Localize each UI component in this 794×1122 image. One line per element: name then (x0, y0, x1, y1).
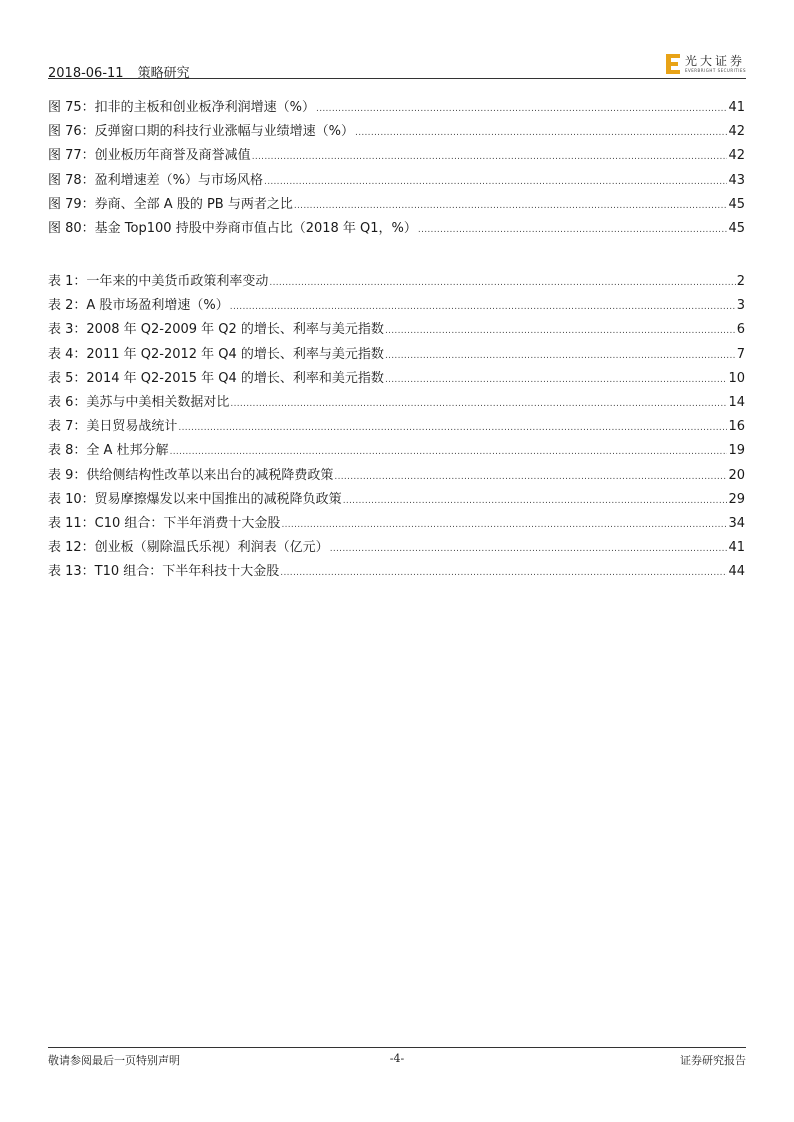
toc-entry-page: 45 (728, 196, 745, 212)
toc-leader-dots (316, 104, 727, 114)
toc-entry-page: 41 (728, 100, 745, 115)
table-toc-entry[interactable] (48, 294, 745, 318)
toc-entry-label: 表 3：2008 年 Q2-2009 年 Q2 的增长、利率与美元指数 (48, 322, 384, 338)
toc-leader-dots (334, 472, 727, 482)
toc-entry-label: 表 5：2014 年 Q2-2015 年 Q4 的增长、利率和美元指数 (48, 370, 384, 386)
everbright-logo-icon (665, 53, 681, 75)
toc-entry-label: 表 1：一年来的中美货币政策利率变动 (48, 274, 269, 289)
page-header (48, 52, 746, 80)
toc-leader-dots (264, 177, 727, 187)
table-toc-entry[interactable] (48, 367, 745, 391)
toc-entry-page: 6 (736, 322, 745, 338)
logo-en-text: EVERBRIGHT SECURITIES (684, 67, 746, 73)
toc-entry-label: 图 78：盈利增速差（%）与市场风格 (48, 172, 264, 188)
toc-entry-label: 图 75：扣非的主板和创业板净利润增速（%） (48, 100, 316, 115)
toc-entry-page: 19 (728, 443, 745, 459)
toc-entry-label: 表 7：美日贸易战统计 (48, 419, 178, 435)
toc-entry-label: 图 77：创业板历年商誉及商誉减值 (48, 148, 251, 164)
toc-leader-dots (178, 423, 727, 433)
toc-entry-label: 表 8：全 A 杜邦分解 (48, 443, 169, 459)
toc-entry-label: 图 80：基金 Top100 持股中券商市值占比（2018 年 Q1，%） (48, 220, 417, 236)
toc-entry-page: 20 (728, 467, 745, 483)
toc-entry-page: 10 (728, 370, 745, 386)
toc-leader-dots (252, 152, 728, 162)
toc-leader-dots (385, 351, 736, 361)
toc-entry-page: 42 (728, 148, 745, 164)
header-divider (48, 78, 746, 79)
toc-entry-label: 表 4：2011 年 Q2-2012 年 Q4 的增长、利率与美元指数 (48, 346, 384, 362)
report-date: 2018-06-11 (48, 66, 124, 81)
toc-entry-label: 图 76：反弹窗口期的科技行业涨幅与业绩增速（%） (48, 124, 355, 140)
table-toc-entry[interactable] (48, 343, 745, 367)
footer-doc-type: 证券研究报告 (680, 1054, 746, 1067)
toc-entry-label: 表 11：C10 组合：下半年消费十大金股 (48, 515, 281, 531)
toc-leader-dots (281, 520, 727, 530)
toc-entry-page: 44 (728, 564, 745, 580)
report-category: 策略研究 (137, 66, 190, 81)
toc-entry-label: 表 12：创业板（剔除温氏乐视）利润表（亿元） (48, 540, 329, 556)
toc-leader-dots (330, 544, 728, 554)
toc-entry-label: 表 9：供给侧结构性改革以来出台的减税降费政策 (48, 467, 334, 483)
toc-entry-label: 图 79：券商、全部 A 股的 PB 与两者之比 (48, 196, 293, 212)
toc-entry-label: 表 13：T10 组合：下半年科技十大金股 (48, 564, 280, 580)
toc-entry-page: 34 (728, 515, 745, 531)
table-toc-entry[interactable] (48, 464, 745, 488)
company-logo (665, 52, 746, 76)
table-toc-entry[interactable] (48, 439, 745, 463)
figure-list (48, 96, 745, 241)
figure-toc-entry[interactable] (48, 96, 745, 120)
page-footer (48, 1052, 746, 1068)
toc-entry-label: 表 6：美苏与中美相关数据对比 (48, 394, 230, 410)
toc-leader-dots (294, 201, 728, 211)
table-toc-entry[interactable] (48, 512, 745, 536)
table-toc-entry[interactable] (48, 270, 745, 294)
toc-entry-page: 2 (736, 274, 745, 289)
table-toc-entry[interactable] (48, 318, 745, 342)
toc-entry-page: 7 (736, 346, 745, 362)
table-toc-entry[interactable] (48, 391, 745, 415)
figure-toc-entry[interactable] (48, 120, 745, 144)
toc-leader-dots (230, 399, 727, 409)
table-list (48, 270, 745, 584)
toc-leader-dots (385, 326, 736, 336)
toc-leader-dots (280, 568, 727, 578)
toc-entry-page: 3 (736, 298, 745, 314)
toc-entry-page: 14 (728, 394, 745, 410)
toc-entry-page: 42 (728, 124, 745, 140)
toc-entry-label: 表 10：贸易摩擦爆发以来中国推出的减税降负政策 (48, 491, 342, 507)
table-toc-entry[interactable] (48, 488, 745, 512)
logo-cn-text: 光大证券 (684, 53, 745, 68)
toc-leader-dots (343, 496, 728, 506)
figure-toc-entry[interactable] (48, 217, 745, 241)
toc-entry-page: 45 (728, 220, 745, 236)
figure-toc-entry[interactable] (48, 144, 745, 168)
toc-leader-dots (418, 225, 728, 235)
toc-leader-dots (230, 302, 736, 312)
table-toc-entry[interactable] (48, 560, 745, 584)
page-number: -4- (389, 1052, 405, 1065)
figure-toc-entry[interactable] (48, 169, 745, 193)
table-toc-entry[interactable] (48, 415, 745, 439)
toc-entry-label: 表 2：A 股市场盈利增速（%） (48, 298, 229, 314)
toc-leader-dots (269, 278, 735, 288)
toc-leader-dots (385, 375, 728, 385)
table-toc-entry[interactable] (48, 536, 745, 560)
footer-divider (48, 1047, 746, 1048)
toc-leader-dots (170, 447, 728, 457)
figure-toc-entry[interactable] (48, 193, 745, 217)
toc-entry-page: 41 (728, 540, 745, 556)
footer-disclaimer: 敬请参阅最后一页特别声明 (48, 1054, 180, 1067)
toc-entry-page: 16 (728, 419, 745, 435)
toc-entry-page: 43 (728, 172, 745, 188)
toc-leader-dots (355, 128, 727, 138)
toc-entry-page: 29 (728, 491, 745, 507)
